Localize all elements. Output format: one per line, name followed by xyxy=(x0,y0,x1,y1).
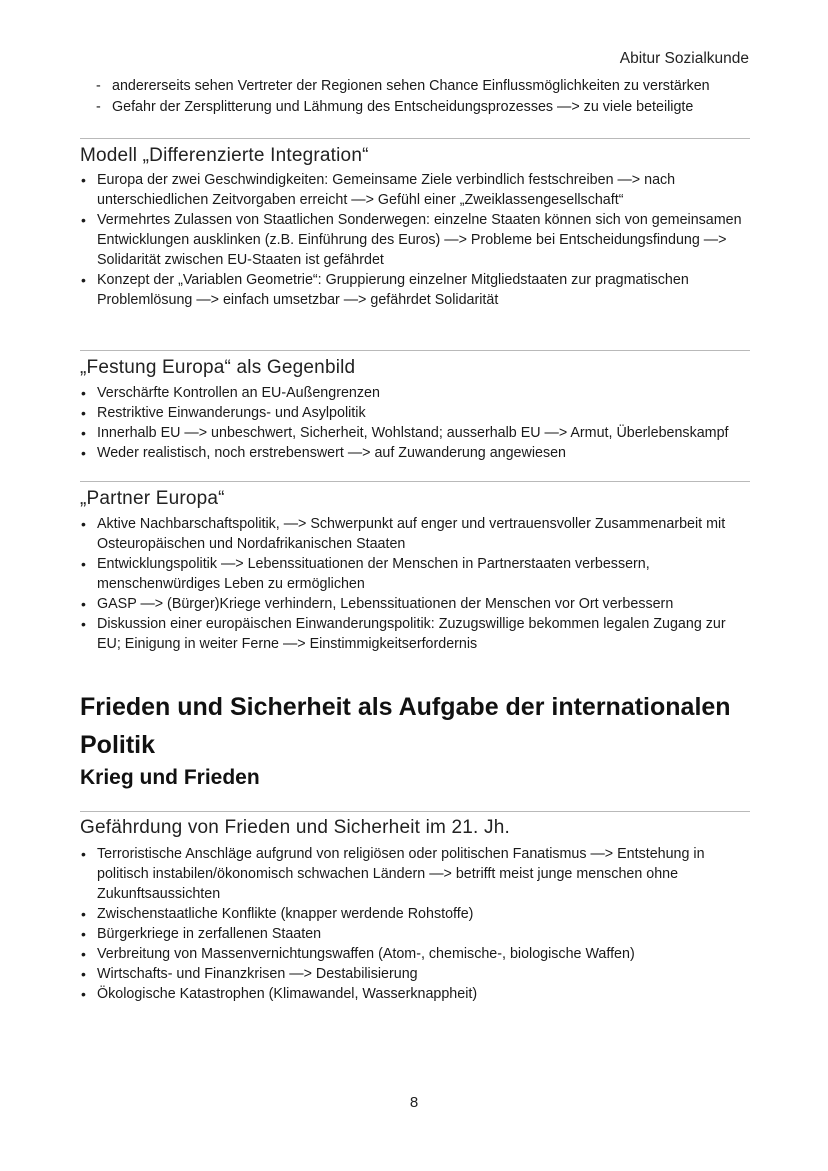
bullet-list xyxy=(80,514,750,654)
bullet-list xyxy=(80,844,750,1004)
section-title: Gefährdung von Frieden und Sicherheit im 21. Jh. xyxy=(80,817,510,838)
list-item: • Weder realistisch, noch erstrebenswert —> auf Zuwanderung angewiesen xyxy=(80,443,750,463)
list-item: • Konzept der „Variablen Geometrie“: Gruppierung einzelner Mitgliedstaaten zur pragmatischen Problemlösung —> einfach umsetzbar —> gefährdet Solidarität xyxy=(80,270,750,310)
section-title: Modell „Differenzierte Integration“ xyxy=(80,145,369,166)
list-item: • Innerhalb EU —> unbeschwert, Sicherheit, Wohlstand; ausserhalb EU —> Armut, Überlebenskampf xyxy=(80,423,750,443)
list-item: • Bürgerkriege in zerfallenen Staaten xyxy=(80,924,750,944)
list-item: • Restriktive Einwanderungs- und Asylpolitik xyxy=(80,403,750,423)
list-item: - andererseits sehen Vertreter der Regionen sehen Chance Einflussmöglichkeiten zu verstärken xyxy=(96,76,750,97)
list-item: • Aktive Nachbarschaftspolitik, —> Schwerpunkt auf enger und vertrauensvoller Zusammenarbeit mit Osteuropäischen und Nordafrikanischen Staaten xyxy=(80,514,750,554)
section-title: „Festung Europa“ als Gegenbild xyxy=(80,357,356,378)
list-item: - Gefahr der Zersplitterung und Lähmung des Entscheidungsprozesses —> zu viele beteiligte xyxy=(96,97,750,118)
list-item: • Diskussion einer europäischen Einwanderungspolitik: Zuzugswillige bekommen legalen Zugang zur EU; Einigung in weiter Ferne —> Einstimmigkeitserfordernis xyxy=(80,614,750,654)
section-festung-europa xyxy=(80,356,750,463)
list-item: • Wirtschafts- und Finanzkrisen —> Destabilisierung xyxy=(80,964,750,984)
page-content xyxy=(80,76,750,1004)
list-item: • Verschärfte Kontrollen an EU-Außengrenzen xyxy=(80,383,750,403)
page-number: 8 xyxy=(409,1094,419,1111)
list-item: • Europa der zwei Geschwindigkeiten: Gemeinsame Ziele verbindlich festschreiben —> nach unterschiedlichen Zeitvorgaben erreicht —> Gefühl einer „Zweiklassengesellschaft“ xyxy=(80,170,750,210)
page-header: Abitur Sozialkunde xyxy=(619,50,749,67)
section-differenzierte-integration xyxy=(80,144,750,310)
list-item: • Verbreitung von Massenvernichtungswaffen (Atom-, chemische-, biologische Waffen) xyxy=(80,944,750,964)
list-item: • GASP —> (Bürger)Kriege verhindern, Lebenssituationen der Menschen vor Ort verbessern xyxy=(80,594,750,614)
section-partner-europa xyxy=(80,487,750,654)
chapter-title: Frieden und Sicherheit als Aufgabe der internationalen Politik xyxy=(80,693,731,759)
list-item: • Terroristische Anschläge aufgrund von religiösen oder politischen Fanatismus —> Entstehung in politisch instabilen/ökonomisch schwachen Ländern —> betrifft meist junge menschen ohne Zukunftsaussichten xyxy=(80,844,750,904)
intro-list xyxy=(80,76,750,117)
section-title: „Partner Europa“ xyxy=(80,488,225,509)
bullet-list xyxy=(80,383,750,463)
bullet-list xyxy=(80,170,750,310)
section-gefaehrdung xyxy=(80,816,750,1004)
list-item: • Zwischenstaatliche Konflikte (knapper werdende Rohstoffe) xyxy=(80,904,750,924)
list-item: • Ökologische Katastrophen (Klimawandel, Wasserknappheit) xyxy=(80,984,750,1004)
list-item: • Vermehrtes Zulassen von Staatlichen Sonderwegen: einzelne Staaten können sich von gemeinsamen Entwicklungen ausklinken (z.B. Einführung des Euros) —> Probleme bei Entscheidungsfindung —> Solidarität zwischen EU-Staaten ist gefährdet xyxy=(80,210,750,270)
chapter-subtitle: Krieg und Frieden xyxy=(80,766,260,789)
list-item: • Entwicklungspolitik —> Lebenssituationen der Menschen in Partnerstaaten verbessern, menschenwürdiges Leben zu ermöglichen xyxy=(80,554,750,594)
